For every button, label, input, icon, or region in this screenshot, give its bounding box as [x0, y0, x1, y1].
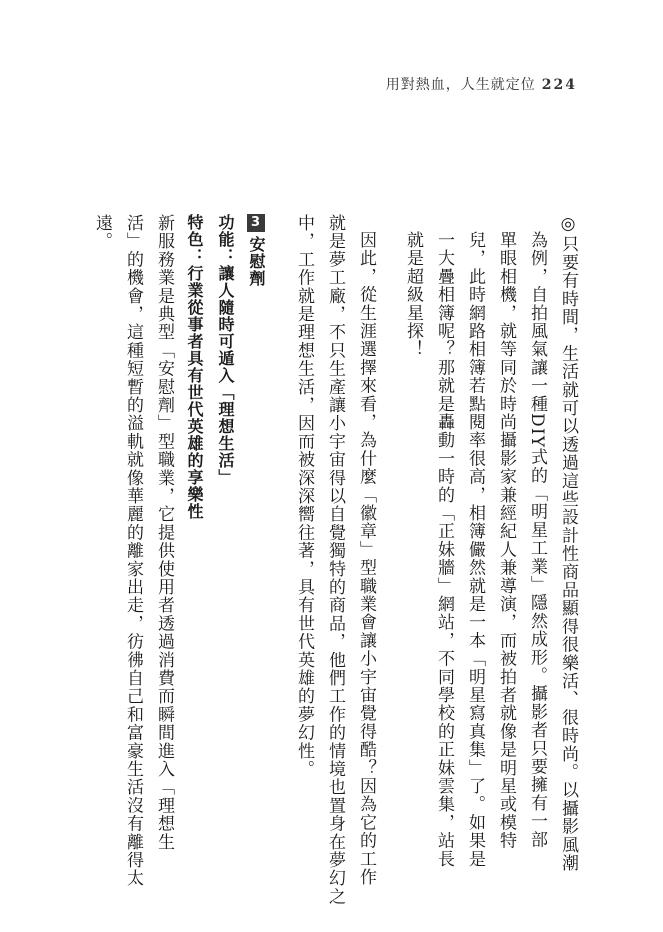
text-column: 活」的機會，這種短暫的溢軌就像華麗的離家出走，彷彿自己和富豪生活沒有離得太	[123, 214, 143, 888]
text-column: 兒，此時網路相簿若點閱率很高，相簿儼然就是一本「明星寫真集」了。如果是	[465, 231, 485, 868]
text-column: 中，工作就是理想生活，因而被深深嚮往著，具有世代英雄的夢幻性。	[294, 214, 314, 779]
text-column: 一大疊相簿呢？那就是轟動一時的「正妹牆」網站，不同學校的正妹雲集，站長	[434, 231, 454, 868]
chapter-title: 用對熱血，人生就定位	[385, 77, 536, 93]
section-function: 功能：讓人隨時可遁入「理想生活」	[216, 214, 235, 486]
text-column: 為例，自拍風氣讓一種DIY式的「明星工業」隱然成形。攝影者只要擁有一部	[527, 231, 547, 849]
body-text	[86, 214, 583, 906]
text-column: 因此，從生涯選擇來看，為什麼「徽章」型職業會讓小宇宙覺得酷？因為它的工作	[356, 231, 376, 887]
section-title: 安慰劑	[247, 236, 266, 287]
section-gap	[272, 214, 288, 874]
page-number: 224	[541, 77, 577, 93]
section-feature: 特色：行業從事者具有世代英雄的享樂性	[185, 214, 204, 520]
paragraph-gap	[381, 214, 397, 874]
text-column: 新服務業是典型「安慰劑」型職業，它提供使用者透過消費而瞬間進入「理想生	[154, 214, 174, 851]
text-column: 遠。	[92, 214, 112, 251]
section-heading	[241, 214, 272, 874]
running-header	[386, 74, 577, 94]
text-column: ◎只要有時間，生活就可以透過這些設計性商品顯得很樂活、很時尚。以攝影風潮	[558, 214, 578, 873]
text-column: 就是超級星探！	[403, 231, 423, 359]
section-number-badge: 3	[247, 214, 265, 232]
text-column: 就是夢工廠，不只生產讓小宇宙得以自覺獨特的商品，他們工作的情境也置身在夢幻之	[325, 214, 345, 906]
text-column: 單眼相機，就等同於時尚攝影家兼經紀人兼導演，而被拍者就像是明星或模特	[496, 231, 516, 850]
